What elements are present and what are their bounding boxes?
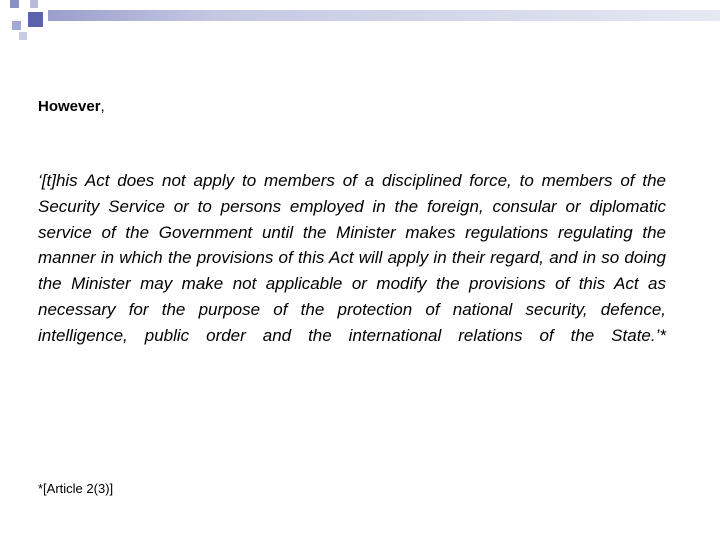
decorative-square-bottom xyxy=(19,32,27,40)
heading-comma: , xyxy=(100,98,105,115)
decorative-square-top xyxy=(30,0,38,8)
quoted-provision: ‘[t]his Act does not apply to members of a disciplined force, to members of the Security Service or to persons employed in the foreign, consular or diplomatic service of the Government until the Minister makes regulations regulating the manner in which the provisions of this Act will apply in their regard, and in so doing the Minister may make not applicable or modify the provisions of this Act as necessary for the purpose of the protection of national security, defence, intelligence, public order and the international relations of the State.’* xyxy=(38,171,666,345)
decorative-square-left xyxy=(12,21,21,30)
decorative-header-bar xyxy=(48,10,720,21)
heading xyxy=(38,98,105,116)
footnote: *[Article 2(3)] xyxy=(38,481,114,496)
heading-word: However xyxy=(38,98,101,115)
decorative-square-top-left xyxy=(10,0,19,8)
decorative-square-middle xyxy=(28,12,43,27)
